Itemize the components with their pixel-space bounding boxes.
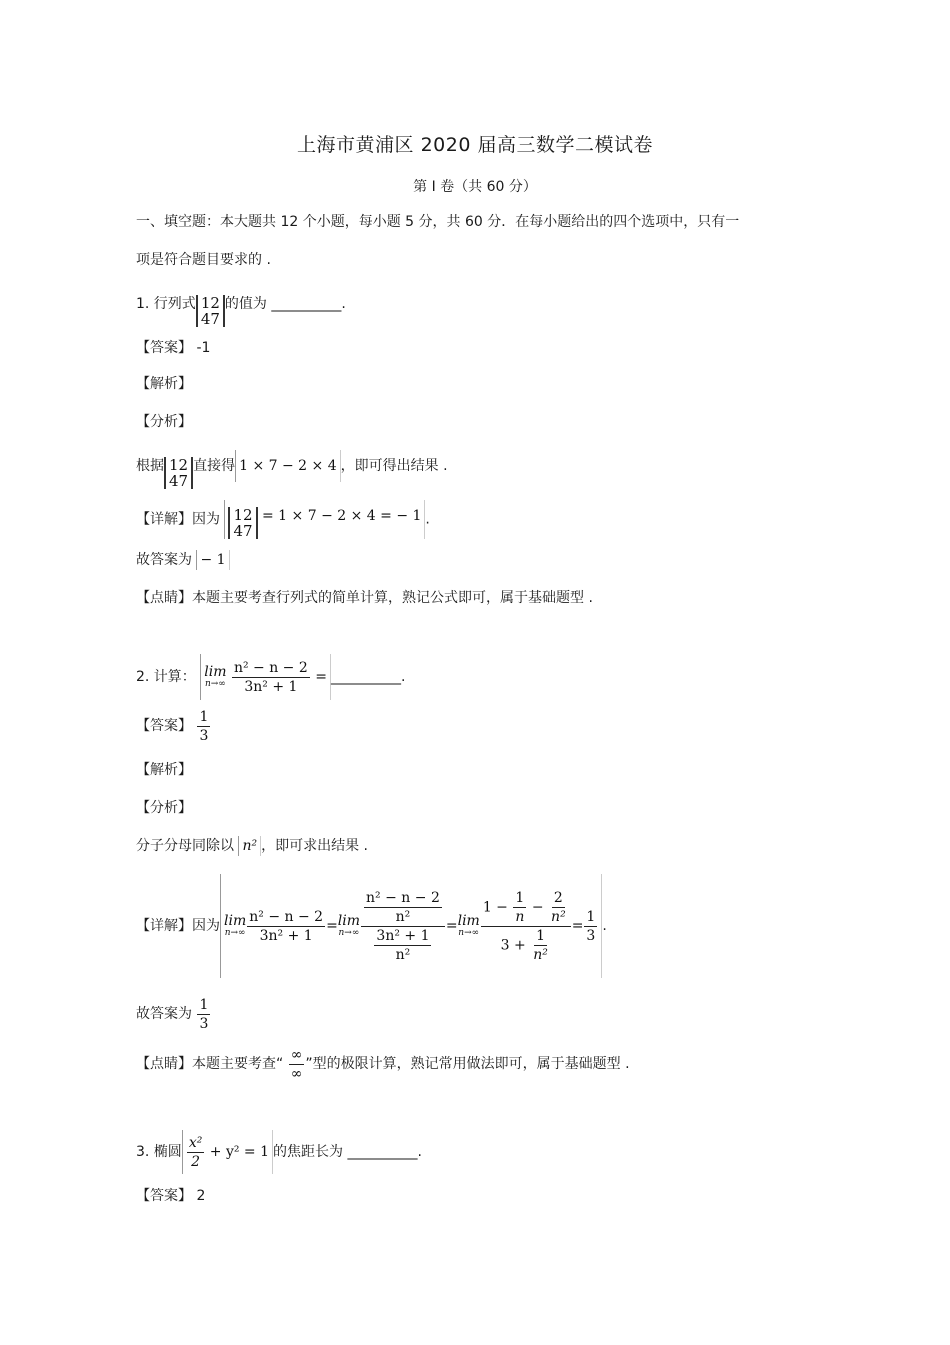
conclusion-value: − 1 [196, 550, 229, 570]
fraction-denominator: 3 [586, 927, 596, 944]
q3-answer [136, 1186, 205, 1206]
detail-expr: = 1 × 7 − 2 × 4 = − 1 [262, 508, 422, 524]
comment-prefix: 【点睛】本题主要考查“ [136, 1056, 284, 1072]
analysis-suffix: ，即可求出结果 . [261, 838, 368, 854]
limit-fraction [232, 659, 310, 696]
intro-line-1: 一、填空题：本大题共 12 个小题，每小题 5 分，共 60 分．在每小题给出的四个选项中，只有一 [136, 214, 740, 230]
q1-answer [136, 338, 210, 358]
step1-fraction [247, 908, 325, 945]
fraction-denominator: ∞ [290, 1065, 303, 1082]
q2-jiexi: 【解析】 [136, 762, 192, 778]
detail-derivation [220, 874, 602, 978]
intro-line-2: 项是符合题目要求的 . [136, 252, 271, 268]
comment-suffix: ”型的极限计算，熟记常用做法即可，属于基础题型 . [305, 1056, 630, 1072]
lim-text: lim [337, 913, 361, 929]
fraction-numerator: n² − n − 2 [249, 908, 324, 925]
lim-subscript: n→∞ [338, 928, 360, 938]
answer-label: 【答案】 [136, 340, 192, 356]
detail-expr-box [224, 500, 425, 539]
q2-comment [136, 1044, 630, 1084]
lim-text: lim [204, 664, 227, 680]
step2-fraction [361, 889, 445, 964]
detail-label: 【详解】因为 [136, 511, 220, 528]
q3-stem-suffix: 的焦距长为 __________. [273, 1144, 422, 1160]
inner-denominator: n² [395, 946, 411, 963]
detail-label: 【详解】因为 [136, 918, 220, 934]
fraction-numerator: ∞ [290, 1046, 303, 1063]
fraction-numerator: n² − n − 2 [233, 659, 308, 676]
det-row-2: 47 [200, 310, 220, 328]
q2-fenxi: 【分析】 [136, 800, 192, 816]
step3-denominator: 3 + $\frac{1}{\text{n²}}$ [500, 927, 548, 963]
conclusion-fraction [197, 996, 210, 1033]
step2-numerator [361, 889, 445, 927]
analysis-prefix: 分子分母同除以 [136, 838, 234, 854]
step2-denominator [371, 927, 434, 964]
q1-stem [136, 288, 346, 327]
lim-operator [204, 665, 226, 689]
page-title: 上海市黄浦区 2020 届高三数学二模试卷 [297, 134, 653, 156]
fraction-denominator: 3 [199, 1015, 209, 1032]
det-row-1: 12 [233, 506, 253, 524]
fraction-denominator: 2 [191, 1153, 201, 1170]
equals-sign: = [445, 918, 458, 934]
conclusion-label: 故答案为 [136, 552, 192, 568]
q3-stem [136, 1130, 422, 1174]
analysis-expr: n² [238, 836, 261, 856]
lim-operator [338, 914, 360, 938]
inner-numerator: 3n² + 1 [376, 927, 430, 944]
q1-determinant [196, 295, 225, 327]
q1-stem-prefix: 1. 行列式 [136, 296, 196, 312]
equals-sign: = [326, 918, 338, 934]
answer-fraction [197, 708, 210, 745]
analysis-expr: 1 × 7 − 2 × 4 [235, 450, 341, 482]
fraction-denominator: 3n² + 1 [259, 927, 313, 944]
lim-subscript: n→∞ [458, 928, 480, 938]
inner-denominator: n² [395, 908, 411, 925]
detail-end: . [425, 511, 430, 528]
fraction-denominator: 3n² + 1 [244, 678, 298, 695]
equals-sign: = [571, 918, 584, 934]
lim-operator [224, 914, 246, 938]
q1-analysis [136, 450, 448, 489]
det-row-2: 47 [233, 522, 253, 540]
answer-value: 2 [196, 1188, 206, 1204]
q2-answer [136, 706, 211, 746]
lim-operator [458, 914, 480, 938]
q1-analysis-determinant [164, 457, 193, 489]
q2-stem-suffix: __________. [330, 669, 406, 685]
det-row-1: 12 [169, 456, 189, 474]
section-subtitle: 第 I 卷（共 60 分） [413, 179, 537, 195]
q1-conclusion [136, 550, 230, 570]
q1-jiexi: 【解析】 [136, 376, 192, 392]
answer-value: -1 [196, 340, 211, 356]
q1-detail-determinant [228, 507, 257, 539]
q3-stem-prefix: 3. 椭圆 [136, 1144, 182, 1160]
q1-detail [136, 500, 430, 539]
analysis-prefix: 根据 [136, 458, 164, 474]
conclusion-label: 故答案为 [136, 1006, 192, 1022]
fraction-numerator: 1 [199, 996, 209, 1013]
fraction-denominator: 3 [199, 727, 209, 744]
lim-text: lim [457, 913, 480, 929]
q2-stem [136, 654, 405, 700]
equation-rest: + y² = 1 [209, 1144, 270, 1160]
step3-fraction [481, 889, 571, 964]
result-fraction [584, 908, 597, 945]
q1-fenxi: 【分析】 [136, 414, 192, 430]
q2-detail: 【详解】因为 lim n→∞ $\frac{\text{n² − n − 2}}{\text{3n² + 1}}$ = lim n→∞ $\frac{\frac{\text{n² − n − 2}}{\text{n²}}}{\frac{\text{3n² + 1}}{\text{n²}}}$ = lim n→∞ 1 − $\frac{1}{n}$ − $\frac{2}{\text{n²}}$ 3 + $\frac{1}{\text{n²}}$ = $\frac{1}{3}$ . [136, 874, 607, 978]
ellipse-equation [182, 1130, 273, 1174]
q2-conclusion [136, 994, 211, 1034]
q1-stem-suffix: 的值为 __________. [224, 296, 346, 312]
answer-label: 【答案】 [136, 718, 192, 734]
lim-subscript: n→∞ [224, 928, 246, 938]
infinity-fraction [289, 1046, 305, 1083]
q2-limit-expr: lim n→∞ $\frac{\text{n² − n − 2}}{\text{3n² + 1}}$ = [200, 654, 331, 700]
det-row-2: 47 [169, 472, 189, 490]
fraction-numerator: 1 [586, 908, 596, 925]
analysis-suffix: ，即可得出结果 . [340, 458, 448, 474]
lim-text: lim [224, 913, 247, 929]
fraction-numerator: x² [188, 1134, 203, 1151]
answer-label: 【答案】 [136, 1188, 192, 1204]
det-row-1: 12 [200, 294, 220, 312]
q2-analysis [136, 836, 368, 856]
fraction-numerator: 1 [199, 708, 209, 725]
lim-subscript: n→∞ [204, 679, 226, 689]
q1-comment: 【点睛】本题主要考查行列式的简单计算，熟记公式即可，属于基础题型 . [136, 590, 593, 606]
step3-numerator: 1 − $\frac{1}{n}$ − $\frac{2}{\text{n²}}$ [481, 889, 571, 927]
q2-stem-prefix: 2. 计算： [136, 669, 196, 685]
inner-numerator: n² − n − 2 [366, 889, 440, 906]
analysis-direct: 直接得 [193, 458, 236, 474]
